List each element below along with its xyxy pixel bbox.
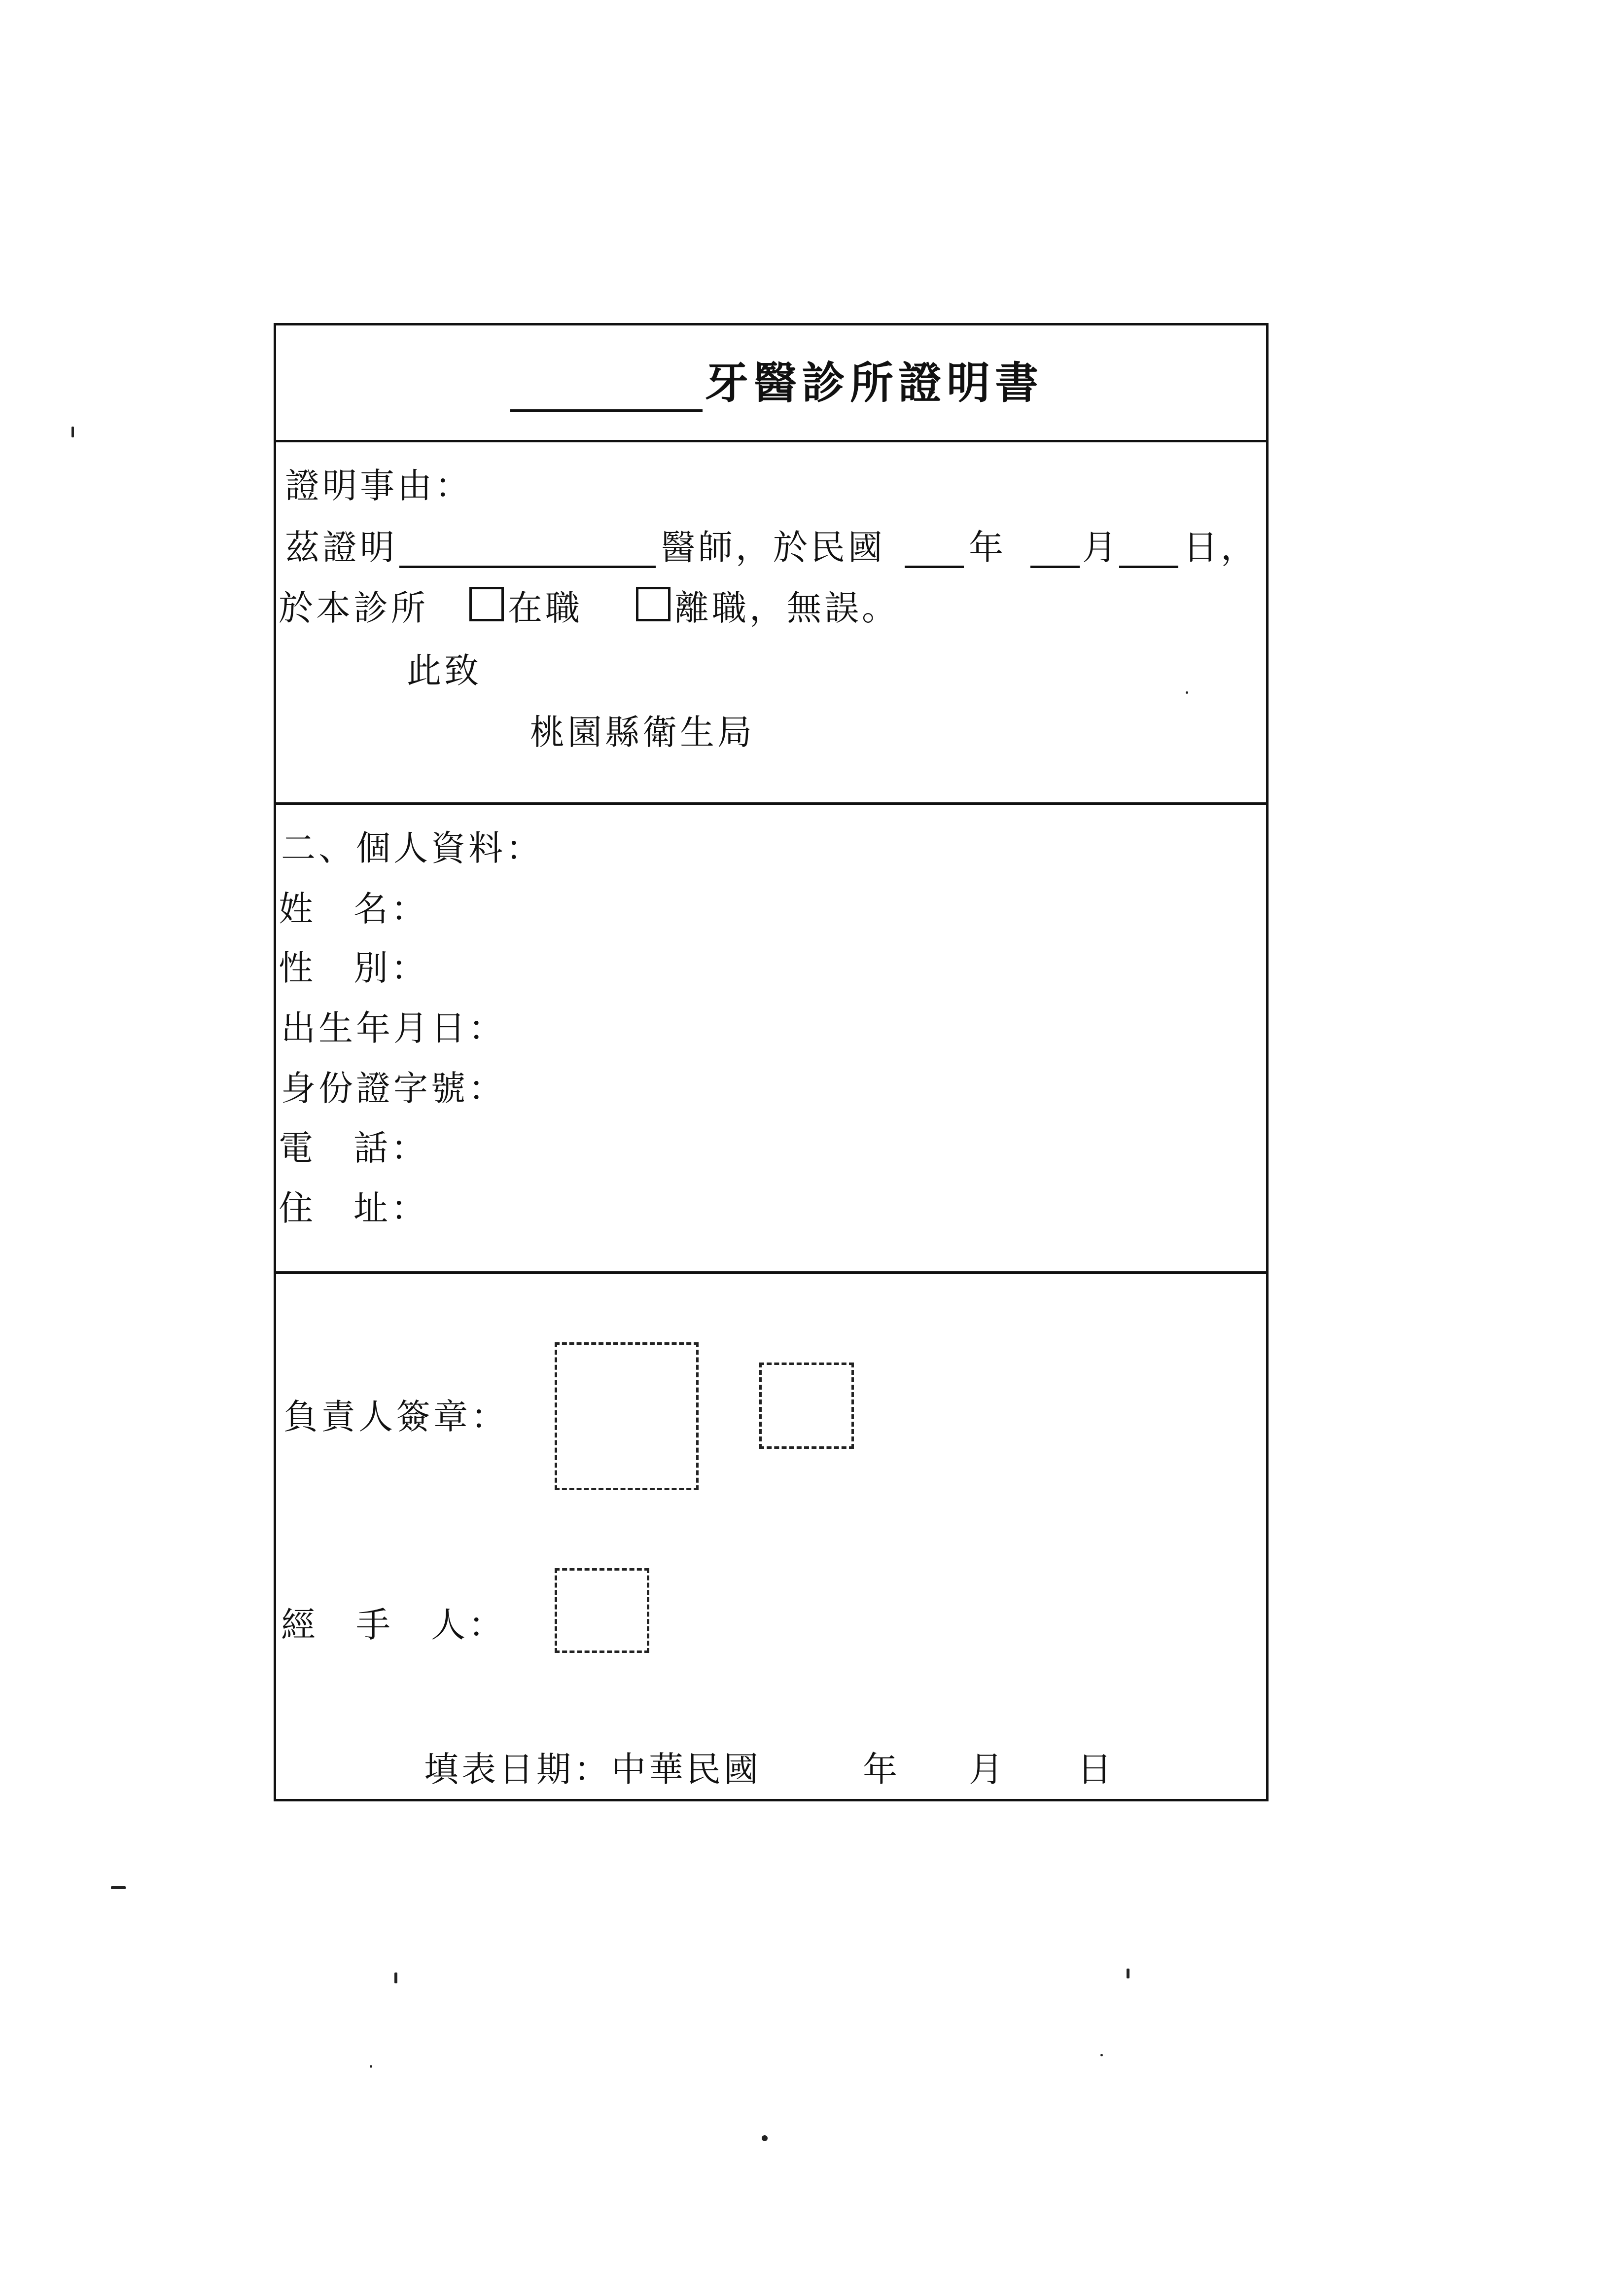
doctor-label: 醫師，於民國 — [661, 527, 885, 568]
form-title: 牙醫診所證明書 — [705, 357, 1044, 408]
handler-seal-box[interactable] — [555, 1568, 649, 1653]
day-blank[interactable] — [1119, 566, 1178, 568]
clinic-name-blank[interactable] — [510, 409, 703, 412]
doctor-name-blank[interactable] — [399, 566, 656, 568]
birthdate-field-label: 出生年月日： — [281, 1008, 506, 1048]
day-label: 日， — [1183, 527, 1258, 568]
personal-info-heading: 二、個人資料： — [281, 828, 543, 868]
year-label: 年 — [969, 527, 1006, 568]
gender-field-label: 性 別： — [279, 948, 428, 988]
month-label: 月 — [1082, 527, 1120, 568]
month-blank[interactable] — [1030, 566, 1080, 568]
scan-speck — [370, 2065, 372, 2068]
closing-text: 此致 — [407, 650, 482, 691]
signer-label: 負責人簽章： — [283, 1397, 508, 1437]
employed-checkbox[interactable] — [469, 587, 504, 621]
fill-date-day: 日 — [1077, 1749, 1115, 1790]
year-blank[interactable] — [905, 566, 964, 568]
certificate-form — [274, 323, 1269, 1801]
address-field-label: 住 址： — [279, 1188, 428, 1228]
reason-heading: 證明事由： — [285, 466, 472, 506]
id-number-field-label: 身份證字號： — [281, 1068, 506, 1109]
phone-field-label: 電 話： — [279, 1128, 428, 1168]
divider-section1 — [276, 802, 1266, 805]
scan-speck — [394, 1973, 397, 1983]
scan-speck — [1127, 1969, 1129, 1978]
fill-date-month: 月 — [969, 1749, 1006, 1790]
scan-speck — [71, 427, 74, 437]
fill-date-label: 填表日期：中華民國 — [424, 1749, 761, 1790]
recipient-text: 桃園縣衛生局 — [530, 712, 755, 753]
clinic-prefix: 於本診所 — [279, 588, 428, 628]
resigned-checkbox[interactable] — [636, 587, 670, 621]
scan-speck — [1186, 691, 1188, 694]
divider-title — [276, 440, 1266, 442]
fill-date-year: 年 — [863, 1749, 900, 1790]
signer-seal-box[interactable] — [759, 1363, 854, 1449]
divider-section2 — [276, 1271, 1266, 1274]
scan-speck — [762, 2135, 768, 2141]
name-field-label: 姓 名： — [279, 889, 428, 929]
certify-prefix: 茲證明 — [285, 527, 397, 568]
scan-speck — [111, 1886, 126, 1889]
clinic-seal-box[interactable] — [555, 1342, 699, 1490]
employed-label: 在職 — [508, 588, 583, 628]
handler-label: 經 手 人： — [281, 1605, 506, 1645]
scan-speck — [1100, 2054, 1103, 2056]
resigned-label: 離職，無誤。 — [674, 588, 899, 628]
